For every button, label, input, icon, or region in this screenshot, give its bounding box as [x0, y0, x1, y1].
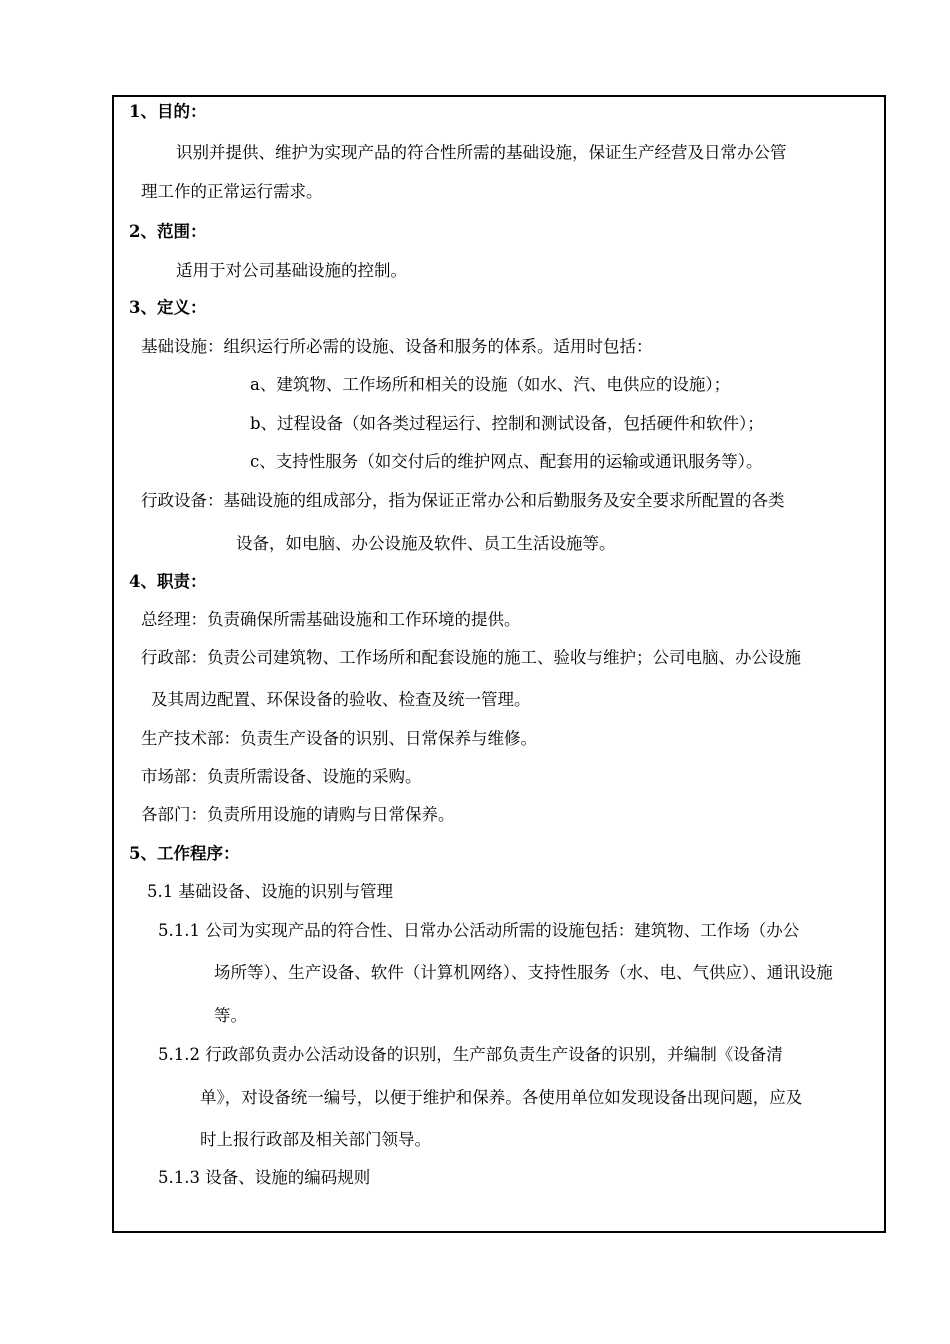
- duty-general-manager: 总经理：负责确保所需基础设施和工作环境的提供。: [141, 610, 521, 629]
- procedure-5-1-1-line-3: 等。: [214, 1006, 247, 1025]
- section-3-heading: 3、定义：: [129, 298, 207, 317]
- procedure-5-1-2-line-1: 5.1.2 行政部负责办公活动设备的识别，生产部负责生产设备的识别，并编制《设备清: [158, 1045, 783, 1064]
- definition-infrastructure: 基础设施：组织运行所必需的设施、设备和服务的体系。适用时包括：: [141, 337, 653, 356]
- procedure-5-1-title: 5.1 基础设备、设施的识别与管理: [147, 882, 393, 901]
- procedure-5-1-2-line-3: 时上报行政部及相关部门领导。: [200, 1130, 431, 1149]
- definition-item-c: c、支持性服务（如交付后的维护网点、配套用的运输或通讯服务等）。: [250, 452, 763, 471]
- duty-departments: 各部门：负责所用设施的请购与日常保养。: [141, 805, 455, 824]
- definition-admin-equipment-line-2: 设备，如电脑、办公设施及软件、员工生活设施等。: [236, 534, 616, 553]
- procedure-5-1-1-line-2: 场所等）、生产设备、软件（计算机网络）、支持性服务（水、电、气供应）、通讯设施: [214, 963, 833, 982]
- duty-admin-line-2: 及其周边配置、环保设备的验收、检查及统一管理。: [151, 690, 531, 709]
- procedure-5-1-3: 5.1.3 设备、设施的编码规则: [158, 1168, 371, 1187]
- definition-item-a: a、建筑物、工作场所和相关的设施（如水、汽、电供应的设施）；: [250, 375, 731, 394]
- procedure-5-1-1-line-1: 5.1.1 公司为实现产品的符合性、日常办公活动所需的设施包括：建筑物、工作场（办公: [158, 921, 800, 940]
- scope-text: 适用于对公司基础设施的控制。: [176, 261, 407, 280]
- section-4-heading: 4、职责：: [129, 572, 207, 591]
- duty-marketing: 市场部：负责所需设备、设施的采购。: [141, 767, 422, 786]
- duty-production-tech: 生产技术部：负责生产设备的识别、日常保养与维修。: [141, 729, 537, 748]
- definition-admin-equipment-line-1: 行政设备：基础设施的组成部分，指为保证正常办公和后勤服务及安全要求所配置的各类: [141, 491, 785, 510]
- section-2-heading: 2、范围：: [129, 222, 207, 241]
- section-5-heading: 5、工作程序：: [129, 844, 240, 863]
- purpose-text-line-1: 识别并提供、维护为实现产品的符合性所需的基础设施，保证生产经营及日常办公管: [176, 143, 787, 162]
- definition-item-b: b、过程设备（如各类过程运行、控制和测试设备，包括硬件和软件）；: [250, 414, 764, 433]
- procedure-5-1-2-line-2: 单》，对设备统一编号，以便于维护和保养。各使用单位如发现设备出现问题，应及: [200, 1088, 803, 1107]
- duty-admin-line-1: 行政部：负责公司建筑物、工作场所和配套设施的施工、验收与维护；公司电脑、办公设施: [141, 648, 801, 667]
- purpose-text-line-2: 理工作的正常运行需求。: [141, 182, 323, 201]
- section-1-heading: 1、目的：: [129, 102, 207, 121]
